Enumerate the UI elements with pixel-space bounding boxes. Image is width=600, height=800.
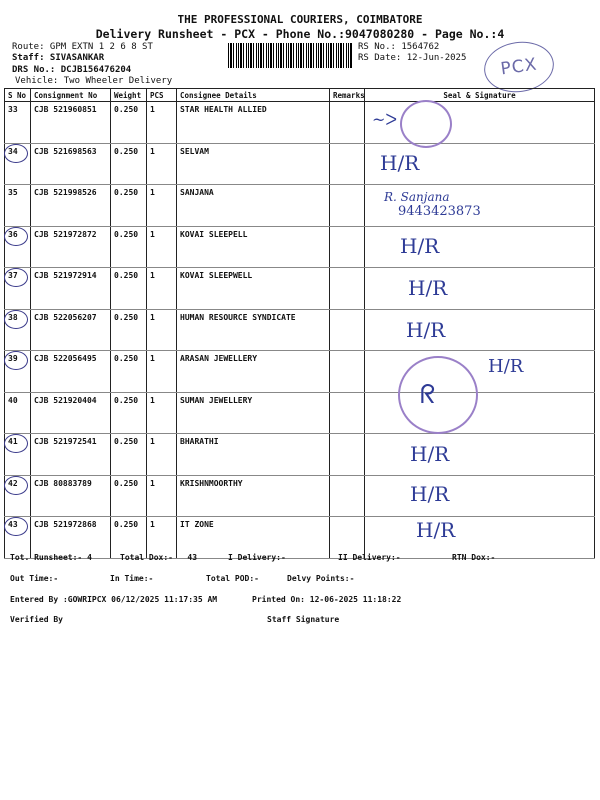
signature-hr: H/R <box>380 151 420 175</box>
consignment-number: CJB 521698563 <box>31 143 111 185</box>
remarks-cell <box>330 102 365 144</box>
serial-number-text: 42 <box>8 478 18 488</box>
serial-number-text: 36 <box>8 229 18 239</box>
i-delivery: I Delivery:- <box>228 553 286 562</box>
table-row <box>5 434 595 476</box>
table-row <box>5 309 595 351</box>
column-header: PCS <box>147 89 177 102</box>
weight: 0.250 <box>111 392 147 434</box>
serial-number-text: 37 <box>8 271 18 280</box>
route: Route: GPM EXTN 1 2 6 8 ST <box>12 42 153 52</box>
remarks-cell <box>330 268 365 310</box>
serial-number <box>5 351 31 393</box>
out-time: Out Time:- <box>10 574 59 583</box>
column-header: Seal & Signature <box>365 89 595 102</box>
staff: Staff: SIVASANKAR <box>12 53 105 63</box>
signature-phone: 9443423873 <box>398 204 481 219</box>
consignment-number: CJB 522056495 <box>31 351 111 393</box>
consignment-number: CJB 521960851 <box>31 102 111 144</box>
signature-cell <box>365 434 595 476</box>
ii-delivery: II Delivery:- <box>338 553 401 562</box>
entered-by: Entered By :GOWRIPCX 06/12/2025 11:17:35 AM <box>10 595 218 604</box>
staff-signature: Staff Signature <box>267 615 340 624</box>
remarks-cell <box>330 392 365 434</box>
consignment-number: CJB 521972914 <box>31 268 111 310</box>
serial-number-text: 34 <box>8 146 18 156</box>
signature-hr: H/R <box>410 482 450 506</box>
tot-runsheet: Tot. Runsheet:- 4 <box>10 553 92 562</box>
table-row <box>5 517 595 559</box>
pieces: 1 <box>147 185 177 227</box>
handwritten-circle <box>4 227 28 246</box>
total-pod: Total POD:- <box>206 574 259 583</box>
consignment-number: CJB 522056207 <box>31 309 111 351</box>
serial-number <box>5 392 31 434</box>
weight: 0.250 <box>111 226 147 268</box>
consignment-number: CJB 80883789 <box>31 475 111 517</box>
signature-cell <box>365 309 595 351</box>
consignment-number: CJB 521998526 <box>31 185 111 227</box>
signature-hr: H/R <box>408 276 448 300</box>
serial-number <box>5 185 31 227</box>
serial-number-text: 35 <box>8 188 18 197</box>
signature-cell <box>365 475 595 517</box>
table-row <box>5 102 595 144</box>
pieces: 1 <box>147 351 177 393</box>
weight: 0.250 <box>111 434 147 476</box>
handwritten-circle <box>4 310 28 329</box>
signature-scribble: ᖇ <box>420 380 436 410</box>
weight: 0.250 <box>111 268 147 310</box>
signature-hr: H/R <box>406 318 446 342</box>
signature-cell <box>365 268 595 310</box>
serial-number-text: 38 <box>8 312 18 322</box>
seal-stamp <box>400 100 452 148</box>
column-header: Consignee Details <box>177 89 330 102</box>
barcode <box>228 43 352 68</box>
table-header-row <box>5 89 595 102</box>
pieces: 1 <box>147 309 177 351</box>
consignee-name: KRISHNMOORTHY <box>177 475 330 517</box>
table-row <box>5 185 595 227</box>
pieces: 1 <box>147 268 177 310</box>
column-header: S No <box>5 89 31 102</box>
weight: 0.250 <box>111 185 147 227</box>
rs-number: RS No.: 1564762 <box>358 42 440 52</box>
pieces: 1 <box>147 102 177 144</box>
consignee-name: SUMAN JEWELLERY <box>177 392 330 434</box>
consignee-name: SANJANA <box>177 185 330 227</box>
remarks-cell <box>330 226 365 268</box>
printed-on: Printed On: 12-06-2025 11:18:22 <box>252 595 402 604</box>
pieces: 1 <box>147 143 177 185</box>
signature-scribble: ~ᐳ <box>372 110 398 129</box>
consignment-number: CJB 521972541 <box>31 434 111 476</box>
signature-hr: H/R <box>416 518 456 542</box>
pieces: 1 <box>147 434 177 476</box>
column-header: Weight <box>111 89 147 102</box>
serial-number-text: 41 <box>8 437 18 446</box>
serial-number-text: 33 <box>8 105 18 114</box>
remarks-cell <box>330 517 365 559</box>
column-header: Consignment No <box>31 89 111 102</box>
table-row <box>5 143 595 185</box>
signature-cell <box>365 517 595 559</box>
weight: 0.250 <box>111 143 147 185</box>
rtn-dox: RTN Dox:- <box>452 553 496 562</box>
weight: 0.250 <box>111 309 147 351</box>
delvy-points: Delvy Points:- <box>287 574 355 583</box>
consignee-name: ARASAN JEWELLERY <box>177 351 330 393</box>
weight: 0.250 <box>111 475 147 517</box>
rs-date: RS Date: 12-Jun-2025 <box>358 53 467 63</box>
pieces: 1 <box>147 517 177 559</box>
serial-number-text: 40 <box>8 395 18 405</box>
serial-number <box>5 102 31 144</box>
total-dox: Total Dox:- 43 <box>120 553 198 562</box>
consignee-name: STAR HEALTH ALLIED <box>177 102 330 144</box>
runsheet-table <box>4 88 595 559</box>
consignment-number: CJB 521920404 <box>31 392 111 434</box>
consignee-name: KOVAI SLEEPWELL <box>177 268 330 310</box>
remarks-cell <box>330 351 365 393</box>
signature-cell <box>365 226 595 268</box>
serial-number <box>5 226 31 268</box>
weight: 0.250 <box>111 351 147 393</box>
serial-number <box>5 268 31 310</box>
consignee-name: HUMAN RESOURCE SYNDICATE <box>177 309 330 351</box>
remarks-cell <box>330 185 365 227</box>
signature-sanjana: R. Sanjana <box>384 190 450 204</box>
serial-number-text: 43 <box>8 520 18 529</box>
column-header: Remarks <box>330 89 365 102</box>
signature-hr: H/R <box>410 442 450 466</box>
table-row <box>5 226 595 268</box>
verified-by: Verified By <box>10 615 63 624</box>
pieces: 1 <box>147 392 177 434</box>
consignment-number: CJB 521972868 <box>31 517 111 559</box>
serial-number <box>5 517 31 559</box>
drs-number: DRS No.: DCJB156476204 <box>12 65 132 75</box>
table-row <box>5 475 595 517</box>
remarks-cell <box>330 143 365 185</box>
handwritten-circle <box>4 351 28 370</box>
pcx-stamp-text: PCX <box>499 54 539 80</box>
weight: 0.250 <box>111 102 147 144</box>
serial-number <box>5 475 31 517</box>
consignee-name: IT ZONE <box>177 517 330 559</box>
consignee-name: KOVAI SLEEPELL <box>177 226 330 268</box>
weight: 0.250 <box>111 517 147 559</box>
handwritten-circle <box>4 144 28 163</box>
serial-number <box>5 434 31 476</box>
consignee-name: BHARATHI <box>177 434 330 476</box>
company-title: THE PROFESSIONAL COURIERS, COIMBATORE <box>177 13 423 26</box>
seal-stamp <box>398 356 478 434</box>
serial-number <box>5 309 31 351</box>
runsheet-subtitle: Delivery Runsheet - PCX - Phone No.:9047080280 - Page No.:4 <box>95 27 505 41</box>
in-time: In Time:- <box>110 574 154 583</box>
handwritten-circle <box>4 434 28 453</box>
handwritten-circle <box>4 268 28 287</box>
pieces: 1 <box>147 475 177 517</box>
vehicle: Vehicle: Two Wheeler Delivery <box>15 76 173 86</box>
remarks-cell <box>330 475 365 517</box>
serial-number-text: 39 <box>8 354 18 363</box>
consignment-number: CJB 521972872 <box>31 226 111 268</box>
signature-cell <box>365 102 595 144</box>
table-row <box>5 392 595 434</box>
handwritten-circle <box>4 517 28 536</box>
signature-hr: H/R <box>400 234 440 258</box>
remarks-cell <box>330 434 365 476</box>
signature-hr: H/R <box>488 356 524 377</box>
consignee-name: SELVAM <box>177 143 330 185</box>
remarks-cell <box>330 309 365 351</box>
pieces: 1 <box>147 226 177 268</box>
table-row <box>5 268 595 310</box>
handwritten-circle <box>4 476 28 495</box>
serial-number <box>5 143 31 185</box>
